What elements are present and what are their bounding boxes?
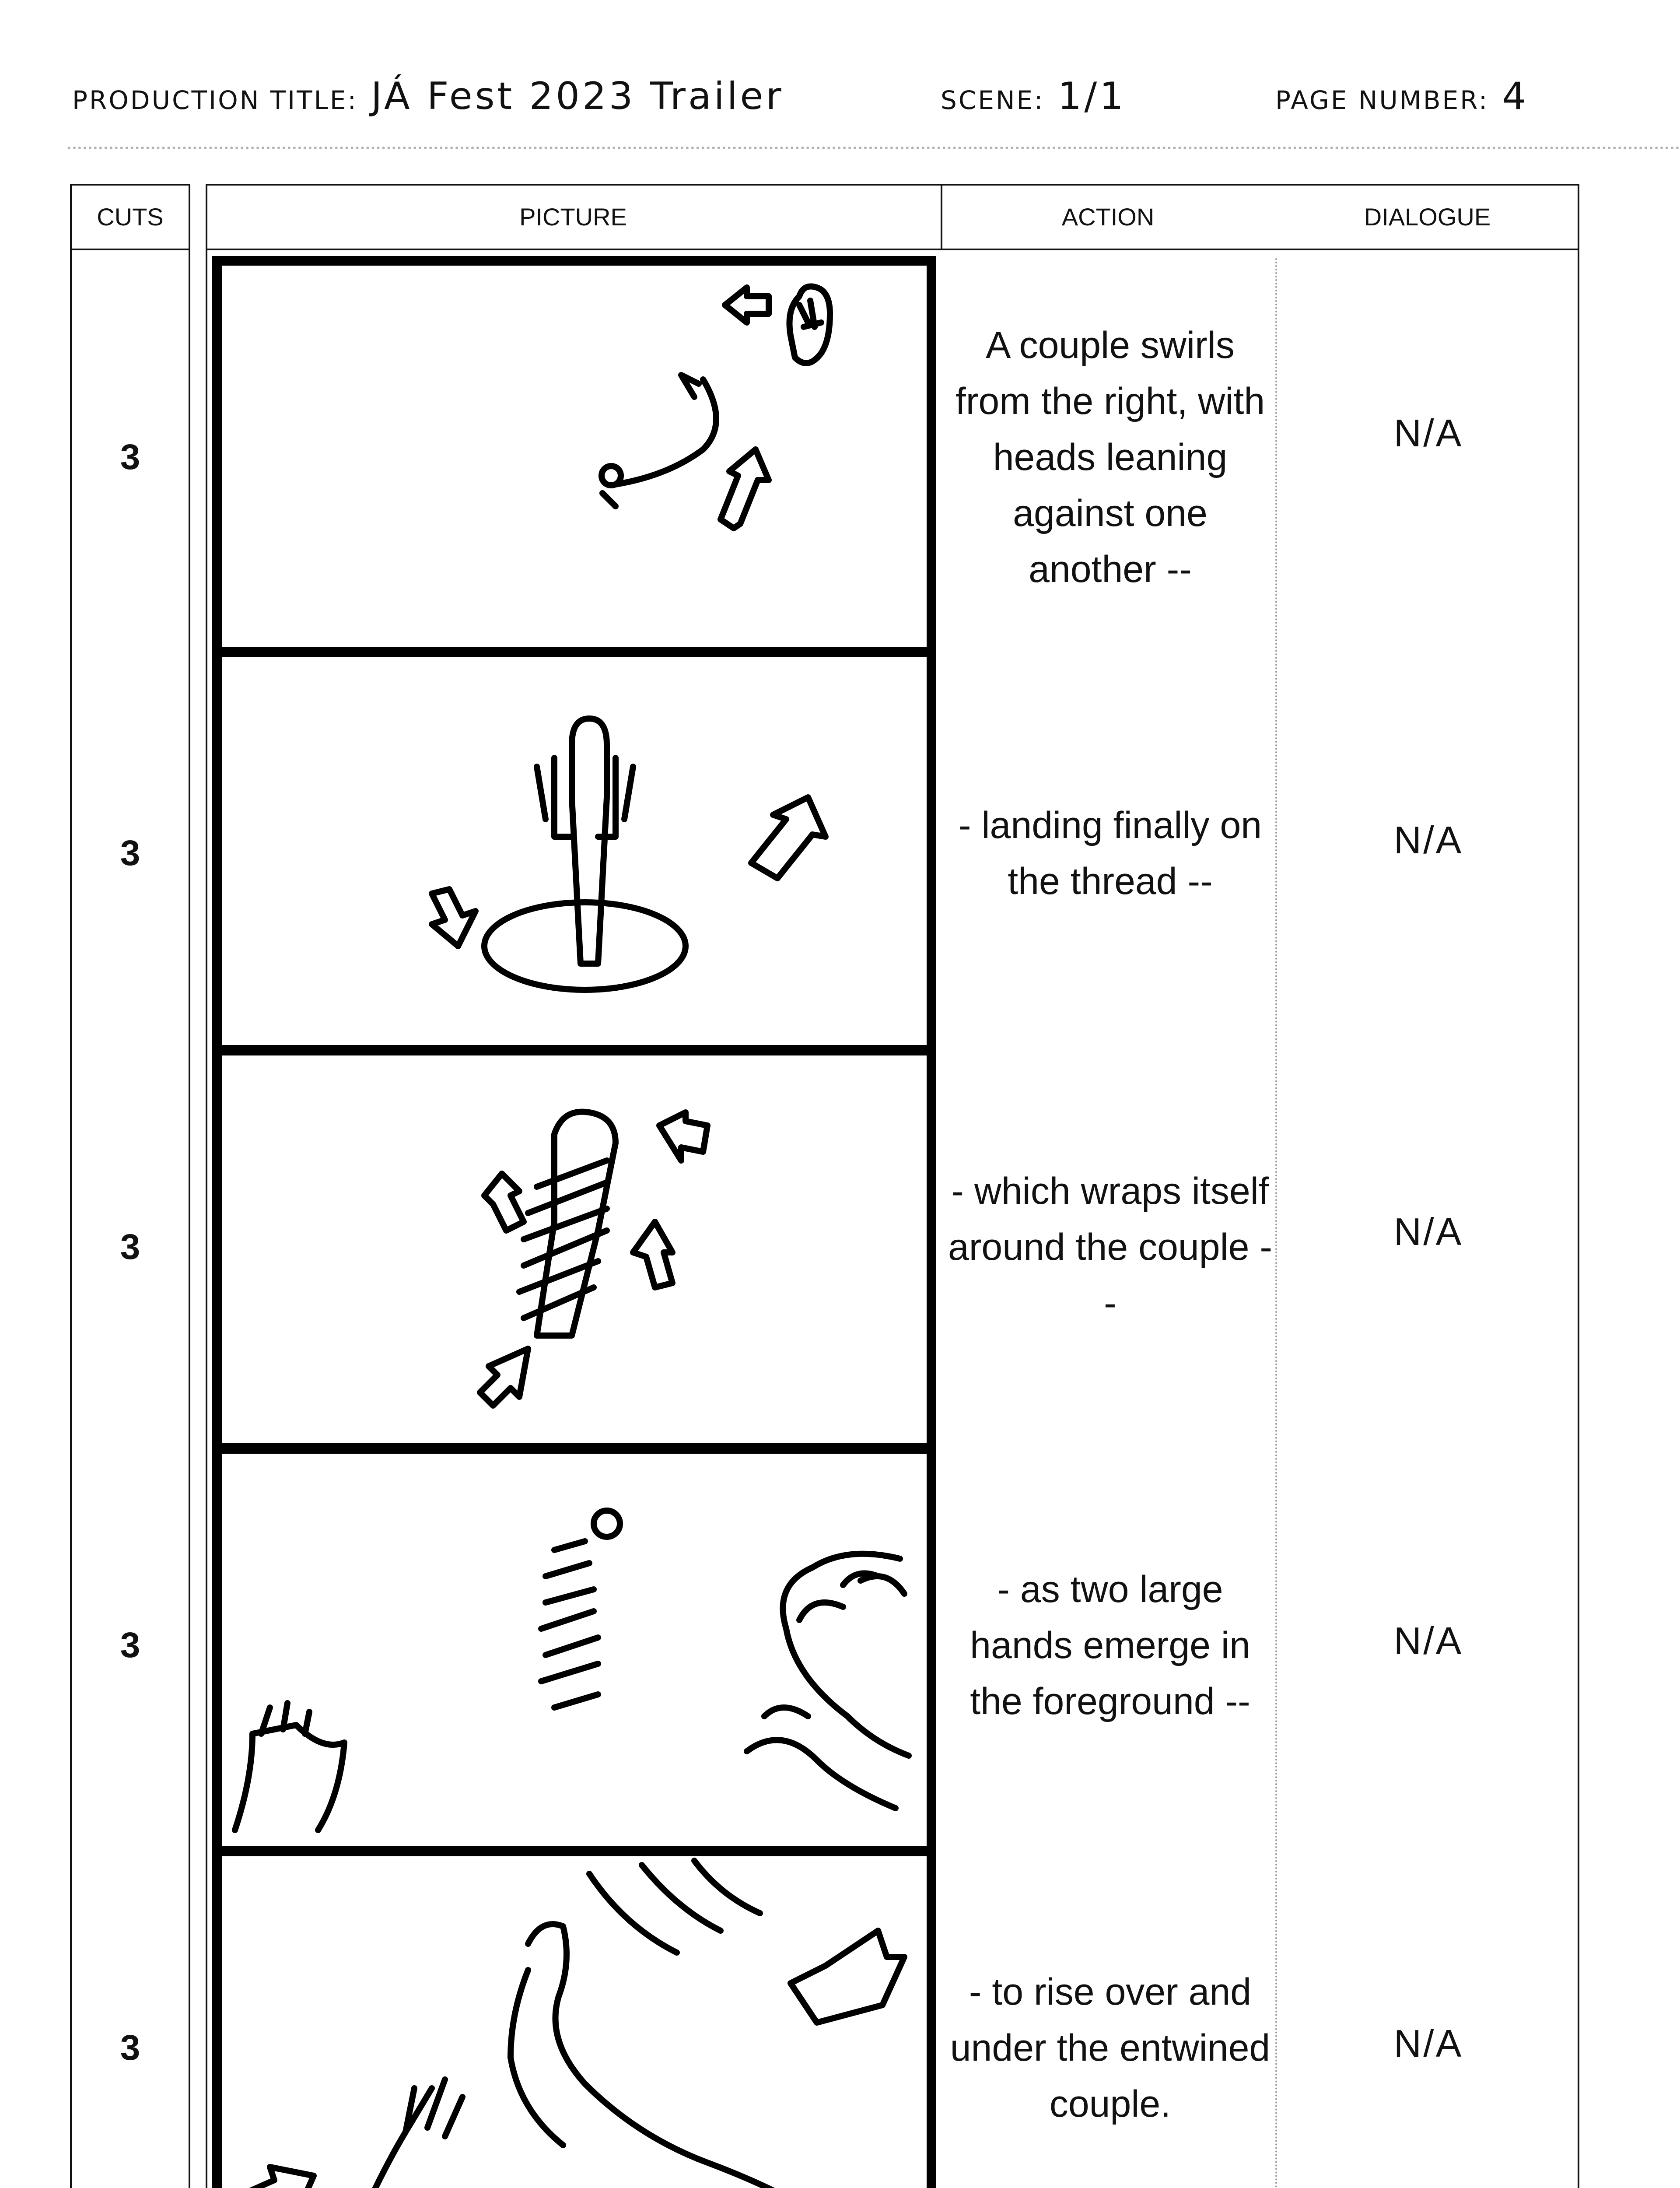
action-text: - to rise over and under the entwined couple. — [950, 1971, 1270, 2125]
page-number-field — [1275, 74, 1529, 123]
action-text: - which wraps itself around the couple -- — [948, 1170, 1273, 1324]
action-text: A couple swirls from the right, with heads leaning against one another -- — [955, 324, 1265, 590]
storyboard-frame — [212, 1046, 936, 1453]
storyboard-frame — [212, 1847, 936, 2188]
production-title-field — [72, 74, 784, 123]
storyboard-frame — [212, 1444, 936, 1855]
sketch-hands-emerging — [222, 1454, 927, 1846]
scene-value: 1/1 — [1057, 74, 1126, 118]
cut-number: 3 — [120, 1625, 140, 1665]
dialogue-text: N/A — [1393, 2022, 1463, 2065]
storyboard-frame — [212, 648, 936, 1055]
dialogue-text: N/A — [1393, 1210, 1463, 1253]
sketch-hands-rising-over-couple — [222, 1856, 927, 2188]
sketch-thread-wrapping-couple — [222, 1055, 927, 1443]
dialogue-text: N/A — [1393, 1619, 1463, 1662]
header-divider — [68, 147, 1680, 149]
page-number: 4 — [1502, 74, 1529, 118]
action-text: - landing finally on the thread -- — [958, 804, 1262, 902]
column-header-picture: PICTURE — [519, 203, 627, 231]
column-header-dialogue: DIALOGUE — [1364, 203, 1491, 231]
action-text: - as two large hands emerge in the foreground -- — [970, 1568, 1250, 1722]
scene-field — [941, 74, 1126, 123]
cut-number: 3 — [120, 2028, 140, 2068]
storyboard-frame — [212, 256, 936, 656]
table-left-rule — [206, 184, 207, 2188]
column-header-action: ACTION — [1061, 203, 1155, 231]
dialogue-text: N/A — [1393, 411, 1463, 455]
sketch-landing-on-thread — [222, 657, 927, 1045]
cut-number: 3 — [120, 1227, 140, 1267]
page-number-label: PAGE NUMBER: — [1275, 85, 1489, 115]
cut-number: 3 — [120, 437, 140, 477]
production-title: JÁ Fest 2023 Trailer — [371, 74, 784, 118]
scene-label: SCENE: — [941, 85, 1045, 115]
sketch-couple-swirl — [222, 266, 927, 647]
dialogue-text: N/A — [1393, 818, 1463, 862]
cut-number: 3 — [120, 833, 140, 873]
production-title-label: PRODUCTION TITLE: — [72, 85, 358, 115]
column-header-cuts: CUTS — [97, 203, 164, 231]
